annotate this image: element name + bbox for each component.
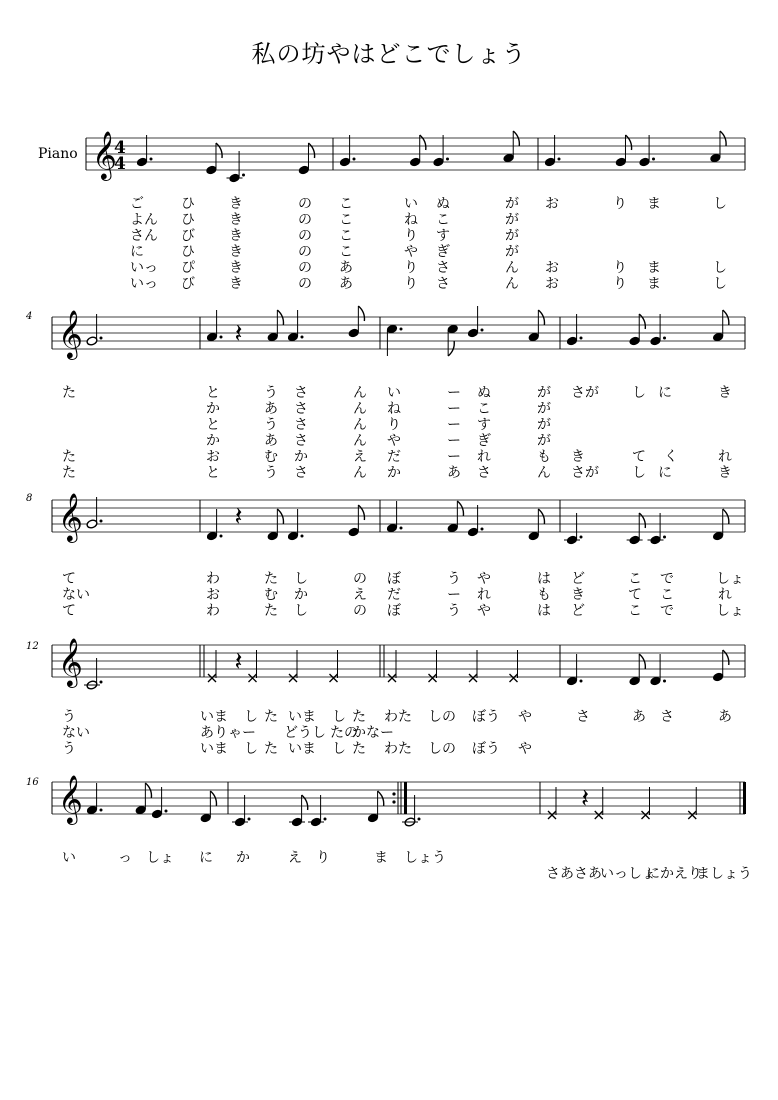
treble-clef-icon: 𝄞 — [92, 130, 117, 179]
lyric-syllable: む — [264, 587, 278, 603]
score-title: 私の坊やはどこでしょう — [251, 40, 527, 68]
note — [287, 310, 303, 342]
lyric-syllable: わ — [206, 571, 220, 587]
quarter-rest — [235, 502, 243, 532]
lyric-syllable: ん — [353, 417, 367, 433]
note — [84, 658, 103, 690]
note — [227, 151, 246, 183]
lyric-syllable: こ — [339, 244, 353, 260]
lyric-syllable: ー — [447, 449, 461, 465]
lyric-syllable: だ — [387, 587, 401, 603]
lyric-syllable: き — [718, 465, 732, 481]
note — [712, 310, 729, 342]
lyric-syllable: き — [229, 260, 243, 276]
note — [627, 513, 646, 545]
lyric-syllable: ぼう — [472, 709, 500, 725]
lyric-syllable: で — [660, 571, 674, 587]
lyric-syllable: さん — [130, 228, 158, 244]
note — [200, 791, 217, 823]
lyric-syllable: いま — [200, 709, 228, 725]
lyric-syllable: に — [658, 385, 672, 401]
note — [566, 654, 582, 686]
lyric-syllable: や — [404, 244, 418, 260]
lyric-syllable: ひ — [181, 244, 195, 260]
lyric-syllable: に — [658, 465, 672, 481]
lyric-syllable: び — [181, 276, 195, 292]
lyric-syllable: き — [229, 196, 243, 212]
lyric-syllable: さ — [294, 401, 308, 417]
lyric-syllable: しょ — [716, 571, 744, 587]
lyric-syllable: き — [229, 228, 243, 244]
quarter-rest-icon: 𝄽 — [234, 502, 243, 532]
lyric-syllable: ん — [353, 433, 367, 449]
lyric-syllable: き — [718, 385, 732, 401]
lyric-syllable: が — [537, 433, 551, 449]
lyric-syllable: ぴ — [181, 260, 195, 276]
treble-clef-icon: 𝄞 — [58, 637, 83, 686]
note — [86, 783, 102, 815]
lyric-syllable: う — [264, 417, 278, 433]
lyric-syllable: ん — [353, 385, 367, 401]
lyric-syllable: た — [264, 741, 278, 757]
quarter-rest — [235, 319, 243, 349]
treble-clef-icon: 𝄞 — [58, 774, 83, 823]
lyric-syllable: が — [505, 244, 519, 260]
lyric-syllable: え — [353, 587, 367, 603]
lyric-syllable: さ — [294, 433, 308, 449]
lyric-syllable: た — [62, 465, 76, 481]
lyric-syllable: ぼ — [387, 603, 401, 619]
note — [135, 783, 152, 815]
lyric-syllable: しの — [428, 741, 456, 757]
lyric-syllable: り — [387, 417, 401, 433]
lyric-syllable: ん — [353, 401, 367, 417]
lyric-syllable: あ — [718, 709, 732, 725]
lyric-syllable: た — [352, 709, 366, 725]
lyric-syllable: い — [62, 850, 76, 866]
lyric-syllable: よん — [130, 212, 158, 228]
lyric-syllable: ー — [447, 385, 461, 401]
lyric-syllable: ま — [374, 850, 388, 866]
lyric-syllable: き — [571, 449, 585, 465]
lyric-syllable: れ — [477, 449, 491, 465]
lyric-syllable: き — [229, 244, 243, 260]
lyric-syllable: や — [518, 741, 532, 757]
lyric-syllable: て — [62, 603, 76, 619]
lyric-syllable: か — [294, 587, 308, 603]
lyric-syllable: や — [477, 571, 491, 587]
lyric-syllable: だ — [387, 449, 401, 465]
lyric-syllable: さ — [477, 465, 491, 481]
note — [650, 654, 666, 686]
measure-number: 8 — [26, 493, 33, 504]
lyric-syllable: も — [537, 587, 551, 603]
lyric-syllable: ましょう — [696, 866, 752, 882]
lyric-syllable: さ — [294, 465, 308, 481]
lyric-syllable: の — [298, 276, 312, 292]
lyric-syllable: り — [404, 260, 418, 276]
measure-number: 12 — [26, 641, 39, 652]
lyric-syllable: ひ — [181, 196, 195, 212]
lyric-syllable: ど — [571, 603, 585, 619]
lyric-syllable: が — [585, 465, 599, 481]
lyric-syllable: いま — [200, 741, 228, 757]
note — [287, 509, 303, 541]
lyric-syllable: こ — [660, 587, 674, 603]
lyric-syllable: が — [505, 212, 519, 228]
lyric-syllable: た — [264, 709, 278, 725]
lyric-syllable: き — [229, 276, 243, 292]
lyric-syllable: ぎ — [436, 244, 450, 260]
lyric-syllable: や — [518, 709, 532, 725]
lyric-syllable: し — [632, 385, 646, 401]
lyric-syllable: の — [353, 571, 367, 587]
lyric-syllable: う — [447, 571, 461, 587]
lyric-syllable: こ — [339, 196, 353, 212]
lyric-syllable: さ — [576, 709, 590, 725]
lyric-syllable: て — [62, 571, 76, 587]
lyric-syllable: わ — [206, 603, 220, 619]
repeat-bar-thick — [404, 782, 407, 814]
lyric-syllable: う — [264, 385, 278, 401]
lyric-syllable: が — [585, 385, 599, 401]
lyric-syllable: が — [505, 228, 519, 244]
lyric-syllable: う — [264, 465, 278, 481]
lyric-syllable: し — [632, 465, 646, 481]
lyric-syllable: や — [387, 433, 401, 449]
lyric-syllable: え — [288, 850, 302, 866]
lyric-syllable: しょ — [716, 603, 744, 619]
note — [267, 509, 284, 541]
lyric-syllable: た — [352, 741, 366, 757]
lyric-syllable: た — [62, 385, 76, 401]
lyric-syllable: か — [236, 850, 250, 866]
lyric-syllable: ん — [505, 276, 519, 292]
final-bar-line — [743, 782, 746, 814]
repeat-dot — [392, 792, 395, 795]
lyric-syllable: き — [229, 212, 243, 228]
lyric-syllable: り — [613, 260, 627, 276]
repeat-dot — [392, 800, 395, 803]
lyric-syllable: さあさあ — [546, 866, 602, 882]
lyric-syllable: お — [206, 449, 220, 465]
lyric-syllable: ご — [130, 196, 144, 212]
lyric-syllable: と — [206, 385, 220, 401]
lyric-syllable: こ — [628, 603, 642, 619]
lyric-syllable: た — [264, 603, 278, 619]
lyric-syllable: で — [660, 603, 674, 619]
lyric-syllable: ん — [353, 465, 367, 481]
lyric-syllable: ま — [647, 260, 661, 276]
lyric-syllable: と — [206, 417, 220, 433]
lyric-syllable: り — [404, 228, 418, 244]
lyric-syllable: ひ — [181, 212, 195, 228]
lyric-syllable: しの — [428, 709, 456, 725]
lyric-syllable: て — [632, 449, 646, 465]
note — [232, 795, 251, 827]
lyric-syllable: り — [404, 276, 418, 292]
instrument-label: Piano — [38, 146, 78, 162]
lyric-syllable: いま — [288, 709, 316, 725]
lyric-syllable: こ — [436, 212, 450, 228]
lyric-syllable: しょう — [404, 850, 446, 866]
lyric-syllable: し — [244, 709, 258, 725]
lyric-syllable: や — [477, 603, 491, 619]
lyric-syllable: ー — [447, 433, 461, 449]
lyric-syllable: お — [545, 196, 559, 212]
lyric-syllable: の — [353, 603, 367, 619]
lyric-syllable: に — [130, 244, 144, 260]
lyric-syllable: かなー — [352, 725, 394, 741]
lyric-syllable: ー — [447, 587, 461, 603]
note — [308, 795, 327, 827]
lyric-syllable: にかえり — [646, 866, 702, 882]
lyric-syllable: れ — [718, 587, 732, 603]
lyric-syllable: いっ — [130, 260, 158, 276]
lyric-syllable: う — [447, 603, 461, 619]
lyric-syllable: さ — [571, 385, 585, 401]
lyric-syllable: れ — [477, 587, 491, 603]
note — [267, 310, 284, 342]
lyric-syllable: か — [206, 433, 220, 449]
lyric-syllable: た — [62, 449, 76, 465]
staff-system-3 — [52, 492, 745, 543]
lyric-syllable: お — [545, 276, 559, 292]
lyric-syllable: こ — [339, 212, 353, 228]
lyric-syllable: さ — [436, 276, 450, 292]
lyric-syllable: ど — [571, 571, 585, 587]
lyric-syllable: しょ — [146, 850, 174, 866]
lyric-syllable: き — [571, 587, 585, 603]
lyric-syllable: あ — [632, 709, 646, 725]
lyric-syllable: え — [353, 449, 367, 465]
lyric-syllable: ー — [447, 417, 461, 433]
lyric-syllable: す — [436, 228, 450, 244]
lyric-syllable: て — [628, 587, 642, 603]
lyric-syllable: か — [387, 465, 401, 481]
lyric-syllable: わた — [384, 709, 412, 725]
lyric-syllable: の — [298, 244, 312, 260]
lyric-syllable: ん — [537, 465, 551, 481]
lyric-syllable: ぎ — [477, 433, 491, 449]
lyric-syllable: の — [298, 228, 312, 244]
note — [206, 509, 222, 541]
note — [629, 654, 646, 686]
lyric-syllable: ー — [447, 401, 461, 417]
quarter-rest-icon: 𝄽 — [581, 784, 590, 814]
lyric-syllable: し — [713, 196, 727, 212]
lyric-syllable: っ — [118, 850, 132, 866]
lyric-syllable: し — [332, 709, 346, 725]
lyric-syllable: ない — [62, 725, 90, 741]
staff-system-4 — [52, 637, 745, 688]
lyric-syllable: ぼ — [387, 571, 401, 587]
treble-clef-icon: 𝄞 — [58, 492, 83, 541]
lyric-syllable: あ — [264, 433, 278, 449]
lyric-syllable: ぬ — [436, 196, 450, 212]
lyric-syllable: り — [613, 276, 627, 292]
lyric-syllable: し — [294, 571, 308, 587]
quarter-rest-icon: 𝄽 — [234, 647, 243, 677]
lyric-syllable: い — [404, 196, 418, 212]
lyric-syllable: たの — [330, 725, 358, 741]
note — [447, 501, 464, 533]
note — [206, 310, 222, 342]
quarter-rest — [581, 784, 589, 814]
lyric-syllable: く — [664, 449, 678, 465]
lyric-syllable: さ — [571, 465, 585, 481]
lyric-syllable: し — [713, 276, 727, 292]
lyric-syllable: さ — [436, 260, 450, 276]
lyric-syllable: ね — [404, 212, 418, 228]
lyric-syllable: が — [537, 385, 551, 401]
lyric-syllable: が — [537, 401, 551, 417]
lyric-syllable: さ — [660, 709, 674, 725]
lyric-syllable: に — [199, 850, 213, 866]
lyric-syllable: は — [537, 571, 551, 587]
lyric-syllable: いま — [288, 741, 316, 757]
note — [528, 509, 545, 541]
lyric-syllable: し — [244, 741, 258, 757]
lyric-syllable: さ — [294, 417, 308, 433]
lyric-syllable: が — [537, 417, 551, 433]
note — [386, 324, 402, 356]
note — [564, 513, 583, 545]
lyric-syllable: し — [713, 260, 727, 276]
note — [386, 501, 402, 533]
lyric-syllable: こ — [477, 401, 491, 417]
lyric-syllable: ぬ — [477, 385, 491, 401]
lyric-syllable: が — [505, 196, 519, 212]
lyric-syllable: お — [206, 587, 220, 603]
lyric-syllable: り — [316, 850, 330, 866]
lyric-syllable: ま — [647, 196, 661, 212]
measure-number: 4 — [26, 311, 33, 322]
note — [289, 795, 308, 827]
lyric-syllable: と — [206, 465, 220, 481]
lyric-syllable: あ — [339, 276, 353, 292]
note — [648, 513, 667, 545]
lyric-syllable: わた — [384, 741, 412, 757]
lyric-syllable: か — [206, 401, 220, 417]
lyric-syllable: ん — [505, 260, 519, 276]
lyric-syllable: どうし — [284, 725, 326, 741]
time-signature-bottom: 4 — [114, 154, 126, 174]
lyric-syllable: し — [294, 603, 308, 619]
lyric-syllable: お — [545, 260, 559, 276]
lyric-syllable: ね — [387, 401, 401, 417]
lyric-syllable: さ — [294, 385, 308, 401]
lyric-syllable: り — [613, 196, 627, 212]
lyric-syllable: む — [264, 449, 278, 465]
lyric-syllable: の — [298, 212, 312, 228]
lyric-syllable: は — [537, 603, 551, 619]
measure-number: 16 — [26, 777, 39, 788]
quarter-rest — [235, 647, 243, 677]
quarter-rest-icon: 𝄽 — [234, 319, 243, 349]
lyric-syllable: ま — [647, 276, 661, 292]
treble-clef-icon: 𝄞 — [58, 309, 83, 358]
lyric-syllable: た — [264, 571, 278, 587]
staff-system-1 — [86, 130, 745, 181]
time-signature-top: 4 — [114, 138, 126, 158]
note — [447, 324, 459, 356]
note — [528, 310, 545, 342]
lyric-syllable: し — [332, 741, 346, 757]
lyric-syllable: ぼう — [472, 741, 500, 757]
lyric-syllable: れ — [718, 449, 732, 465]
lyric-syllable: す — [477, 417, 491, 433]
note — [367, 791, 384, 823]
lyric-syllable: う — [62, 741, 76, 757]
lyric-syllable: い — [387, 385, 401, 401]
note — [709, 131, 726, 163]
lyric-syllable: か — [294, 449, 308, 465]
lyric-syllable: う — [62, 709, 76, 725]
lyric-syllable: ない — [62, 587, 90, 603]
lyric-syllable: あ — [447, 465, 461, 481]
lyric-syllable: あ — [264, 401, 278, 417]
note — [503, 131, 520, 163]
lyric-syllable: いっしょ — [600, 866, 656, 882]
lyric-syllable: の — [298, 260, 312, 276]
lyric-syllable: いっ — [130, 276, 158, 292]
lyric-syllable: こ — [628, 571, 642, 587]
lyric-syllable: あ — [339, 260, 353, 276]
lyric-syllable: こ — [339, 228, 353, 244]
lyric-syllable: も — [537, 449, 551, 465]
lyric-syllable: ありゃー — [200, 725, 256, 741]
lyric-syllable: の — [298, 196, 312, 212]
lyric-syllable: び — [181, 228, 195, 244]
note — [712, 509, 729, 541]
